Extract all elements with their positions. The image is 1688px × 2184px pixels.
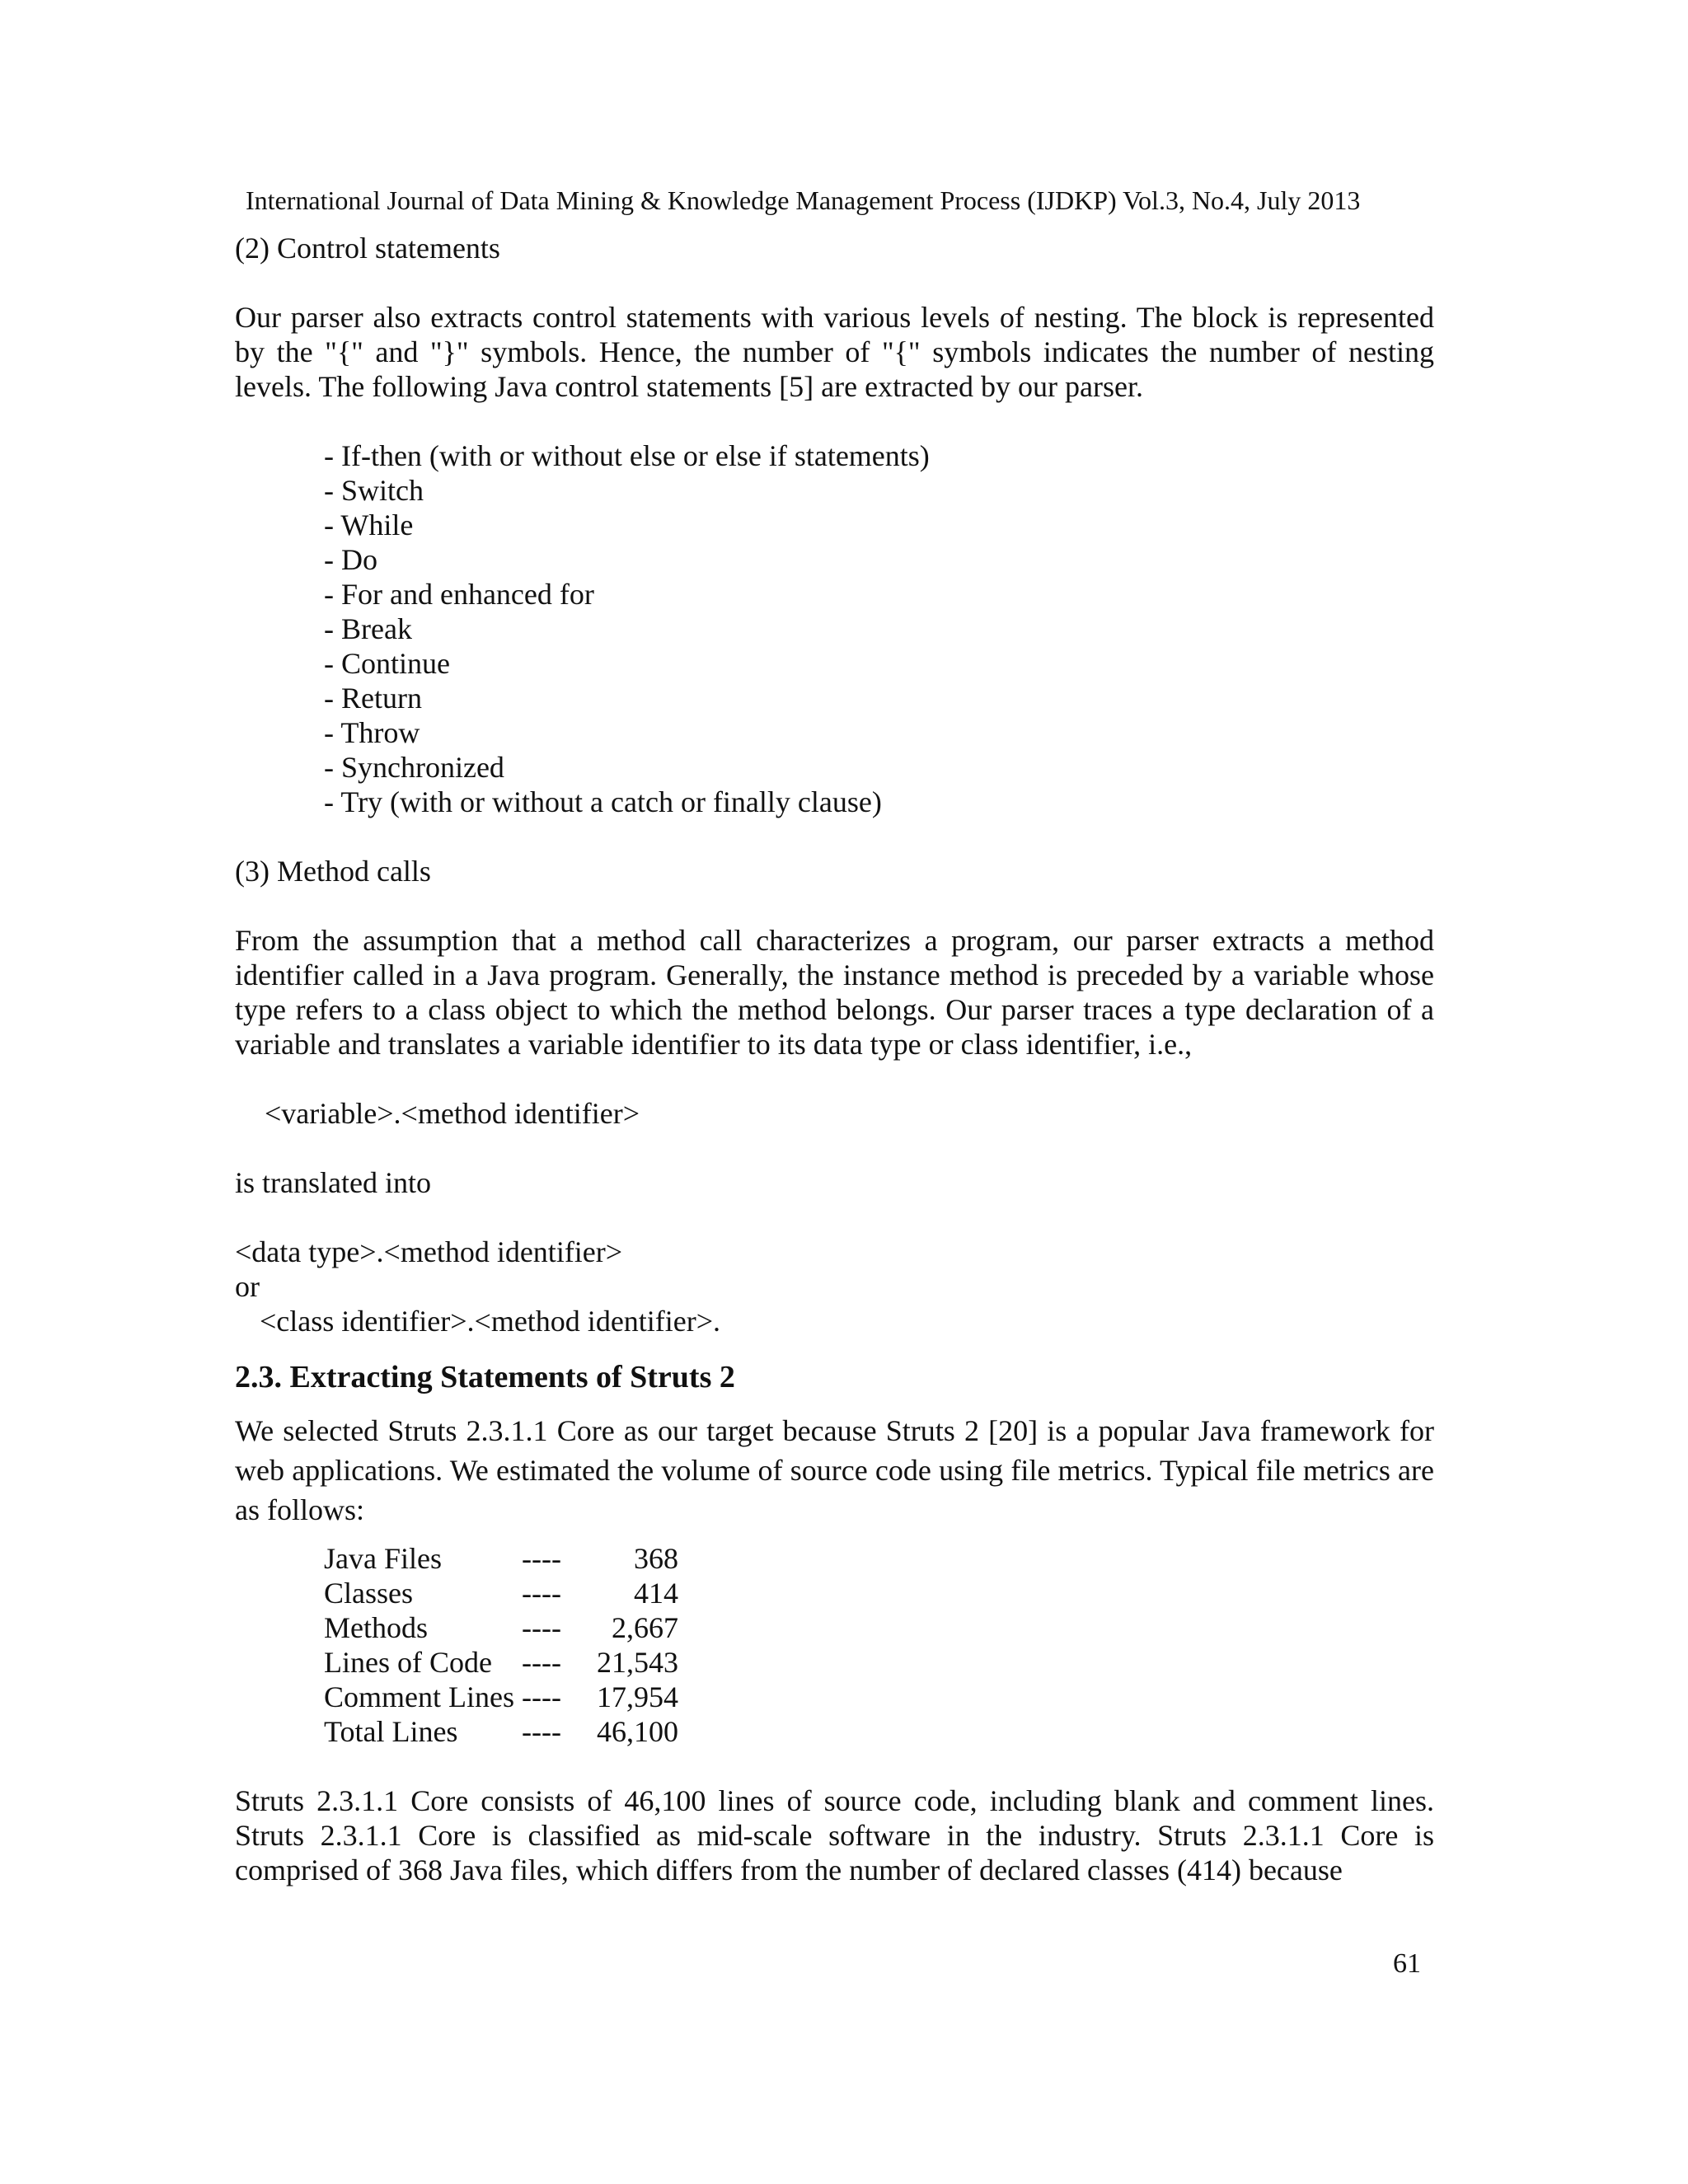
metric-label: Methods — [324, 1611, 428, 1644]
list-item: - If-then (with or without else or else if statements) — [324, 439, 930, 472]
table-row — [324, 1576, 678, 1610]
page-content — [235, 231, 1434, 1887]
metric-label: Lines of Code — [324, 1646, 492, 1679]
list-item: - Do — [324, 543, 377, 576]
page-number: 61 — [1393, 1948, 1421, 1979]
metric-separator: ---- — [522, 1680, 561, 1713]
running-header: International Journal of Data Mining & Knowledge Management Process (IJDKP) Vol.3, No.4, July 2013 — [246, 185, 1361, 215]
metric-value: 368 — [634, 1542, 678, 1575]
section-intro-paragraph: We selected Struts 2.3.1.1 Core as our target because Struts 2 [20] is a popular Java framework for web applications. We estimated the volume of source code using file metrics. Typical file metrics are as follows: — [235, 1414, 1434, 1526]
or-text: or — [235, 1270, 260, 1303]
list-item: - For and enhanced for — [324, 578, 594, 611]
method-calls-subheading: (3) Method calls — [235, 855, 431, 888]
table-row — [324, 1541, 678, 1576]
list-item: - Return — [324, 682, 422, 715]
method-calls-paragraph: From the assumption that a method call characterizes a program, our parser extracts a method identifier called in a Java program. Generally, the instance method is preceded by a variable whose type refers to a class object to which the method belongs. Our parser traces a type declaration of a variable and translates a variable identifier to its data type or class identifier, i.e., — [235, 924, 1434, 1061]
list-item: - Throw — [324, 716, 420, 749]
list-item: - Synchronized — [324, 751, 504, 784]
code-data-type-method: <data type>.<method identifier> — [235, 1235, 623, 1268]
table-row — [324, 1610, 678, 1645]
metric-value: 21,543 — [597, 1646, 678, 1679]
metric-label: Java Files — [324, 1542, 442, 1575]
metric-value: 17,954 — [597, 1680, 678, 1713]
control-statements-paragraph: Our parser also extracts control statements with various levels of nesting. The block is represented by the "{" and "}" symbols. Hence, the number of "{" symbols indicates the number of nesting levels. The following Java control statements [5] are extracted by our parser. — [235, 301, 1434, 403]
list-item: - Break — [324, 612, 412, 645]
file-metrics-table — [324, 1541, 678, 1749]
metric-label: Total Lines — [324, 1715, 458, 1748]
code-variable-method: <variable>.<method identifier> — [265, 1097, 640, 1130]
metric-value: 46,100 — [597, 1715, 678, 1748]
metric-separator: ---- — [522, 1577, 561, 1610]
metric-separator: ---- — [522, 1646, 561, 1679]
table-row — [324, 1714, 678, 1749]
closing-paragraph: Struts 2.3.1.1 Core consists of 46,100 lines of source code, including blank and comment lines. Struts 2.3.1.1 Core is classified as mid-scale software in the industry. Struts 2.3.1.1 Core is comprised of 368 Java files, which differs from the number of declared classes (414) because — [235, 1784, 1434, 1886]
metric-value: 414 — [634, 1577, 678, 1610]
list-item: - Continue — [324, 647, 450, 680]
translated-into-text: is translated into — [235, 1166, 431, 1199]
metric-value: 2,667 — [612, 1611, 678, 1644]
metric-label: Comment Lines — [324, 1680, 514, 1713]
control-statements-subheading: (2) Control statements — [235, 232, 500, 265]
code-class-method: <class identifier>.<method identifier>. — [260, 1305, 721, 1338]
metric-separator: ---- — [522, 1715, 561, 1748]
section-heading: 2.3. Extracting Statements of Struts 2 — [235, 1360, 735, 1394]
list-item: - While — [324, 509, 414, 541]
list-item: - Try (with or without a catch or finally clause) — [324, 785, 882, 818]
list-item: - Switch — [324, 474, 424, 507]
table-row — [324, 1645, 678, 1680]
table-row — [324, 1680, 678, 1714]
metric-separator: ---- — [522, 1542, 561, 1575]
metric-label: Classes — [324, 1577, 413, 1610]
metric-separator: ---- — [522, 1611, 561, 1644]
control-statements-list — [235, 438, 1434, 819]
